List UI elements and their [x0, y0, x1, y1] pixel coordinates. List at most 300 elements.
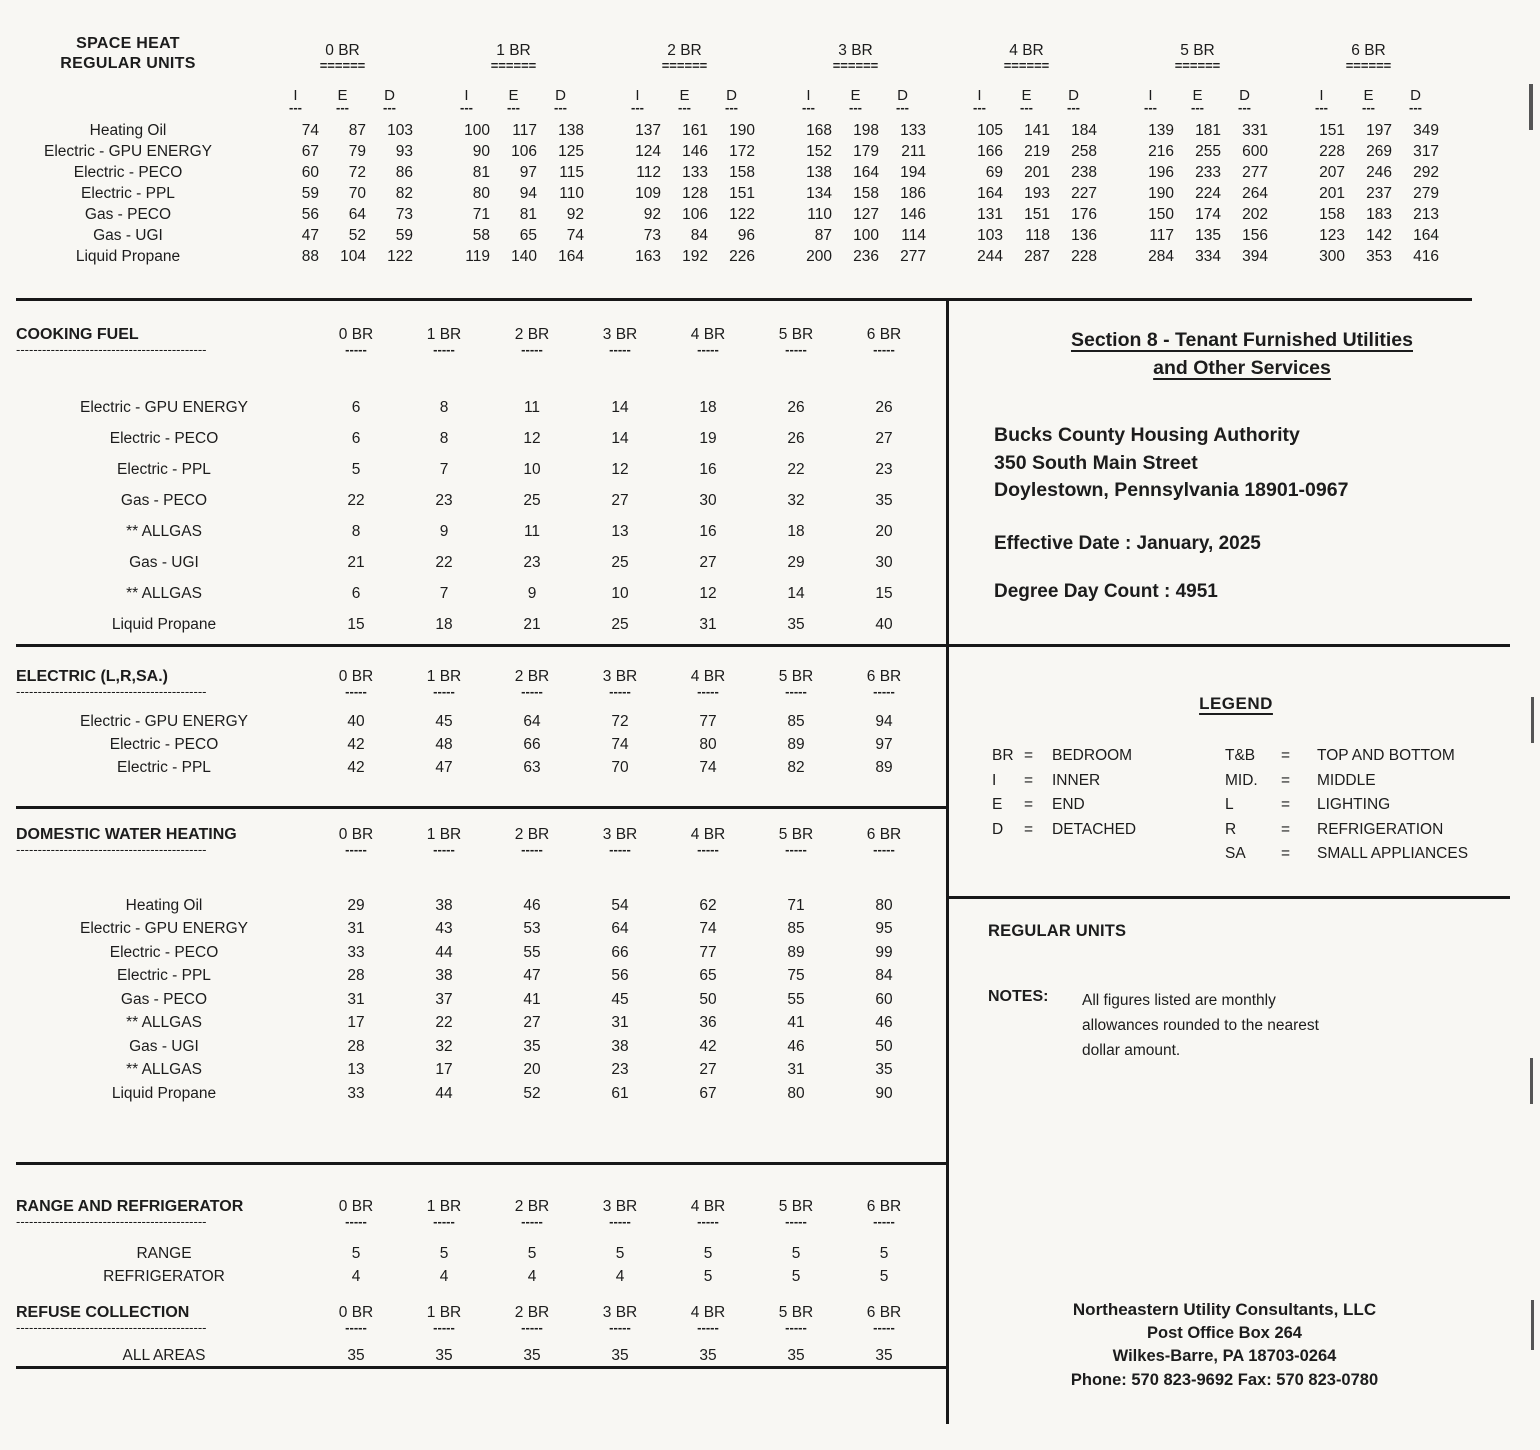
spacer-cell	[926, 246, 956, 267]
br-column-underline: -----	[785, 1214, 807, 1229]
allowance-value: 65	[699, 967, 717, 985]
allowance-value: 74	[301, 121, 319, 139]
br-column-header: 4 BR	[690, 668, 726, 685]
allowance-value: 93	[395, 142, 413, 160]
allowance-value: 255	[1195, 142, 1221, 160]
allowance-value: 176	[1071, 205, 1097, 223]
spacer-cell	[413, 34, 443, 60]
spacer-cell	[755, 34, 785, 60]
br-column-header: 0 BR	[338, 668, 374, 685]
allowance-value: 86	[395, 163, 413, 181]
legend-meaning: DETACHED	[1052, 820, 1137, 838]
spacer-cell	[755, 78, 785, 104]
authority-block	[968, 422, 1516, 505]
allowance-value: 27	[875, 429, 893, 447]
unit-position-underline: ---	[1067, 100, 1080, 115]
allowance-value: 27	[699, 1061, 717, 1079]
allowance-value: 106	[511, 142, 537, 160]
allowance-value: 84	[690, 226, 708, 244]
unit-position-header: E	[508, 87, 519, 104]
allowance-value: 25	[523, 491, 541, 509]
br-column-underline: -----	[697, 342, 719, 357]
row-label: Electric - PECO	[109, 429, 219, 447]
allowance-value: 29	[347, 896, 365, 914]
allowance-value: 228	[1319, 142, 1345, 160]
allowance-value: 52	[523, 1084, 541, 1102]
spacer-cell	[413, 120, 443, 141]
unit-position-header: I	[1148, 87, 1153, 104]
allowance-value: 216	[1148, 142, 1174, 160]
br-column-underline: -----	[345, 1320, 367, 1335]
legend-abbr: SA	[1225, 845, 1246, 862]
table-row	[16, 423, 928, 454]
allowance-value: 140	[511, 247, 537, 265]
spacer-cell	[413, 225, 443, 246]
info-panel	[968, 326, 1516, 603]
unit-position-header: D	[384, 87, 395, 104]
allowance-value: 100	[853, 226, 879, 244]
allowance-value: 73	[643, 226, 661, 244]
legend-equals: =	[1281, 796, 1291, 813]
allowance-value: 50	[875, 1037, 893, 1055]
legend-panel	[956, 694, 1516, 867]
legend-equals: =	[1281, 820, 1291, 838]
allowance-value: 117	[1149, 226, 1174, 244]
spacer-cell	[584, 120, 614, 141]
allowance-value: 59	[301, 184, 319, 202]
allowance-value: 54	[611, 896, 629, 914]
br-column-header: 2 BR	[667, 42, 702, 59]
row-label: REFRIGERATOR	[103, 1267, 225, 1285]
allowance-value: 264	[1242, 184, 1268, 202]
allowance-value: 317	[1413, 142, 1439, 160]
allowance-value: 10	[523, 460, 541, 478]
br-column-header: 0 BR	[325, 42, 360, 59]
allowance-value: 26	[787, 429, 805, 447]
br-column-underline: ======	[1345, 58, 1392, 73]
allowance-value: 21	[347, 553, 365, 571]
allowance-value: 62	[699, 896, 717, 914]
unit-position-underline: ---	[631, 100, 644, 115]
legend-abbr: T&B	[1225, 747, 1256, 764]
unit-position-underline: ---	[1362, 100, 1375, 115]
allowance-value: 80	[875, 896, 893, 914]
allowance-value: 4	[615, 1267, 625, 1285]
allowance-value: 110	[559, 184, 584, 202]
spacer-cell	[413, 60, 443, 78]
allowance-value: 279	[1413, 184, 1439, 202]
allowance-value: 33	[347, 1084, 365, 1102]
spacer-cell	[1097, 162, 1127, 183]
br-column-underline: -----	[521, 342, 543, 357]
table-title-underline: --------------------------------------------	[16, 1322, 207, 1335]
allowance-value: 168	[806, 121, 832, 139]
allowance-value: 35	[611, 1347, 629, 1364]
allowance-value: 35	[699, 1347, 717, 1364]
divider-line-electric	[16, 806, 946, 809]
divider-line-middle	[16, 644, 1510, 647]
unit-position-header: E	[850, 87, 861, 104]
allowance-value: 200	[806, 247, 832, 265]
allowance-value: 224	[1195, 184, 1221, 202]
notes-block	[988, 988, 1508, 1063]
allowance-value: 9	[439, 522, 449, 540]
br-column-underline: -----	[785, 684, 807, 699]
allowance-value: 103	[387, 121, 413, 139]
allowance-value: 73	[395, 205, 413, 223]
br-column-header: 1 BR	[426, 826, 462, 843]
br-column-header: 6 BR	[866, 326, 902, 343]
spacer-cell	[1268, 204, 1298, 225]
row-label: ** ALLGAS	[126, 584, 202, 602]
allowance-value: 31	[347, 920, 365, 938]
allowance-value: 14	[611, 398, 629, 416]
row-label: Electric - GPU ENERGY	[80, 712, 248, 730]
section-title-line1: Section 8 - Tenant Furnished Utilities	[1070, 329, 1413, 351]
legend-abbr: I	[992, 771, 997, 789]
spacer-cell	[1097, 183, 1127, 204]
allowance-value: 5	[879, 1267, 889, 1285]
unit-position-underline: ---	[725, 100, 738, 115]
allowance-value: 207	[1319, 163, 1345, 181]
allowance-value: 88	[301, 247, 319, 265]
row-label: Gas - PECO	[120, 491, 208, 509]
unit-position-header: D	[555, 87, 566, 104]
spacer-cell	[242, 162, 272, 183]
br-column-header: 2 BR	[514, 1304, 550, 1321]
spacer-cell	[1097, 246, 1127, 267]
spacer-cell	[1268, 246, 1298, 267]
br-column-header: 5 BR	[1180, 42, 1215, 59]
authority-name: Bucks County Housing Authority	[994, 424, 1300, 446]
br-column-underline: -----	[609, 842, 631, 857]
allowance-value: 7	[439, 460, 449, 478]
row-label: Electric - PPL	[117, 460, 211, 478]
br-column-header: 6 BR	[866, 1304, 902, 1321]
br-column-underline: -----	[609, 684, 631, 699]
allowance-value: 85	[787, 920, 805, 938]
electric-table	[16, 660, 928, 779]
allowance-value: 5	[439, 1244, 449, 1262]
unit-position-underline: ---	[460, 100, 473, 115]
allowance-value: 104	[340, 247, 366, 265]
allowance-value: 46	[787, 1037, 805, 1055]
allowance-value: 158	[853, 184, 879, 202]
allowance-value: 23	[611, 1061, 629, 1079]
allowance-value: 181	[1195, 121, 1221, 139]
row-label: Heating Oil	[125, 896, 203, 914]
allowance-value: 27	[611, 491, 629, 509]
allowance-value: 89	[875, 758, 893, 776]
spacer-cell	[413, 246, 443, 267]
allowance-value: 23	[523, 553, 541, 571]
allowance-value: 28	[347, 967, 365, 985]
br-column-underline: -----	[697, 842, 719, 857]
spacer-cell	[584, 141, 614, 162]
allowance-value: 94	[519, 184, 537, 202]
allowance-value: 71	[472, 205, 490, 223]
allowance-value: 174	[1195, 205, 1221, 223]
allowance-value: 123	[1319, 226, 1345, 244]
br-column-underline: -----	[609, 1214, 631, 1229]
vertical-divider	[946, 298, 949, 1424]
space-heat-row	[14, 225, 1439, 246]
allowance-value: 89	[787, 943, 805, 961]
allowance-value: 60	[301, 163, 319, 181]
refuse-collection-table	[16, 1296, 928, 1368]
allowance-value: 300	[1319, 247, 1345, 265]
notes-line: All figures listed are monthly	[1082, 992, 1276, 1009]
allowance-value: 331	[1242, 121, 1268, 139]
unit-position-underline: ---	[507, 100, 520, 115]
allowance-value: 183	[1366, 205, 1392, 223]
allowance-value: 15	[875, 584, 893, 602]
table-row	[16, 894, 928, 918]
unit-position-header: E	[1363, 87, 1374, 104]
br-column-header: 3 BR	[602, 826, 638, 843]
allowance-value: 25	[611, 553, 629, 571]
spacer-cell	[1268, 162, 1298, 183]
allowance-value: 42	[347, 758, 365, 776]
allowance-value: 42	[699, 1037, 717, 1055]
allowance-value: 66	[611, 943, 629, 961]
scan-artifact	[1531, 1300, 1534, 1350]
allowance-value: 122	[387, 247, 413, 265]
table-title: COOKING FUEL	[16, 326, 139, 343]
allowance-value: 201	[1024, 163, 1050, 181]
allowance-value: 146	[682, 142, 708, 160]
br-column-underline: -----	[873, 684, 895, 699]
table-title: RANGE AND REFRIGERATOR	[16, 1198, 244, 1215]
spacer-cell	[755, 183, 785, 204]
row-label: Gas - UGI	[129, 1037, 199, 1055]
allowance-value: 77	[699, 943, 717, 961]
table-row	[16, 1082, 928, 1106]
br-column-underline: ======	[1003, 58, 1050, 73]
allowance-value: 128	[682, 184, 708, 202]
allowance-value: 46	[875, 1014, 893, 1032]
allowance-value: 40	[347, 712, 365, 730]
table-row	[16, 485, 928, 516]
table-title-underline: --------------------------------------------	[16, 844, 207, 857]
allowance-value: 135	[1195, 226, 1221, 244]
br-column-underline: -----	[785, 842, 807, 857]
allowance-value: 18	[435, 615, 453, 633]
unit-position-underline: ---	[383, 100, 396, 115]
row-label: Electric - PECO	[109, 943, 219, 961]
footer-panel	[952, 1298, 1497, 1392]
row-label: Liquid Propane	[111, 1084, 217, 1102]
allowance-value: 100	[464, 121, 490, 139]
allowance-value: 63	[523, 758, 541, 776]
br-column-header: 3 BR	[602, 326, 638, 343]
unit-position-header: E	[1021, 87, 1032, 104]
spacer-cell	[926, 141, 956, 162]
allowance-value: 416	[1413, 247, 1439, 265]
spacer-cell	[1097, 225, 1127, 246]
space-heat-title-line2: REGULAR UNITS	[60, 55, 196, 72]
allowance-value: 8	[351, 522, 361, 540]
allowance-value: 11	[523, 398, 541, 416]
br-column-header: 1 BR	[496, 42, 531, 59]
allowance-value: 7	[439, 584, 449, 602]
unit-position-header: I	[1319, 87, 1324, 104]
allowance-value: 31	[347, 990, 365, 1008]
allowance-value: 233	[1195, 163, 1221, 181]
legend-equals: =	[1281, 845, 1291, 862]
spacer-cell	[755, 225, 785, 246]
br-column-underline: -----	[521, 1320, 543, 1335]
allowance-value: 166	[977, 142, 1003, 160]
spacer-cell	[413, 141, 443, 162]
spacer-cell	[242, 60, 272, 78]
allowance-value: 5	[703, 1244, 713, 1262]
br-column-header: 2 BR	[514, 326, 550, 343]
allowance-value: 179	[853, 142, 879, 160]
spacer-cell	[1268, 104, 1298, 120]
table-row	[16, 1265, 928, 1288]
allowance-value: 236	[853, 247, 879, 265]
allowance-value: 56	[611, 967, 629, 985]
br-column-underline: -----	[521, 842, 543, 857]
allowance-value: 158	[729, 163, 755, 181]
space-heat-title-line1: SPACE HEAT	[76, 35, 180, 52]
legend-item	[1225, 842, 1516, 867]
br-column-header: 0 BR	[338, 826, 374, 843]
unit-position-header: E	[679, 87, 690, 104]
space-heat-row	[14, 141, 1439, 162]
allowance-value: 56	[301, 205, 319, 223]
spacer-cell	[584, 78, 614, 104]
allowance-value: 110	[807, 205, 832, 223]
br-column-header: 1 BR	[426, 1198, 462, 1215]
table-row	[16, 988, 928, 1012]
row-label: Gas - PECO	[120, 990, 208, 1008]
allowance-value: 41	[523, 990, 541, 1008]
allowance-value: 64	[611, 920, 629, 938]
table-row	[16, 1035, 928, 1059]
spacer-cell	[1097, 78, 1127, 104]
allowance-value: 127	[853, 205, 879, 223]
allowance-value: 142	[1366, 226, 1392, 244]
allowance-value: 5	[791, 1267, 801, 1285]
degree-day-count: Degree Day Count : 4951	[994, 580, 1218, 602]
allowance-value: 228	[1071, 247, 1097, 265]
spacer-cell	[242, 104, 272, 120]
row-label: ** ALLGAS	[126, 1014, 202, 1032]
space-heat-row	[14, 162, 1439, 183]
allowance-value: 74	[699, 920, 717, 938]
legend-item	[992, 793, 1225, 818]
allowance-value: 22	[435, 1014, 453, 1032]
spacer-cell	[1097, 34, 1127, 60]
allowance-value: 124	[635, 142, 661, 160]
allowance-value: 109	[635, 184, 661, 202]
spacer-cell	[926, 225, 956, 246]
br-column-underline: -----	[697, 1320, 719, 1335]
allowance-value: 26	[875, 398, 893, 416]
allowance-value: 146	[900, 205, 926, 223]
br-column-header: 6 BR	[1351, 42, 1386, 59]
allowance-value: 55	[787, 990, 805, 1008]
row-label: Liquid Propane	[75, 247, 181, 265]
allowance-value: 184	[1071, 121, 1097, 139]
space-heat-row	[14, 246, 1439, 267]
allowance-value: 31	[699, 615, 717, 633]
legend-equals: =	[1281, 747, 1291, 764]
legend-item	[992, 769, 1225, 794]
allowance-value: 35	[523, 1037, 541, 1055]
allowance-value: 97	[519, 163, 537, 181]
allowance-value: 119	[465, 247, 490, 265]
spacer-row	[16, 362, 928, 392]
allowance-value: 27	[699, 553, 717, 571]
allowance-value: 211	[901, 142, 926, 160]
legend-item	[1225, 769, 1516, 794]
br-column-underline: -----	[521, 684, 543, 699]
legend-meaning: REFRIGERATION	[1317, 820, 1444, 838]
row-label: Gas - UGI	[93, 226, 163, 244]
allowance-value: 44	[435, 943, 453, 961]
spacer-cell	[755, 246, 785, 267]
legend-meaning: MIDDLE	[1317, 771, 1376, 789]
allowance-value: 53	[523, 920, 541, 938]
unit-position-header: D	[1239, 87, 1250, 104]
unit-position-header: I	[806, 87, 811, 104]
table-title-underline: --------------------------------------------	[16, 686, 207, 699]
br-column-underline: ======	[661, 58, 708, 73]
br-column-underline: -----	[521, 1214, 543, 1229]
row-label: Liquid Propane	[111, 615, 217, 633]
br-column-header: 0 BR	[338, 326, 374, 343]
allowance-value: 193	[1024, 184, 1050, 202]
spacer-cell	[242, 34, 272, 60]
table-row	[16, 733, 928, 756]
spacer-cell	[1268, 183, 1298, 204]
section-title	[968, 326, 1516, 382]
allowance-value: 8	[439, 429, 449, 447]
allowance-value: 5	[527, 1244, 537, 1262]
allowance-value: 353	[1366, 247, 1392, 265]
spacer-cell	[755, 162, 785, 183]
allowance-value: 10	[611, 584, 629, 602]
unit-position-underline: ---	[1191, 100, 1204, 115]
allowance-value: 600	[1242, 142, 1268, 160]
allowance-value: 18	[787, 522, 805, 540]
legend-item	[1225, 793, 1516, 818]
row-label: Heating Oil	[89, 121, 167, 139]
notes-text	[1082, 988, 1319, 1063]
allowance-value: 65	[519, 226, 537, 244]
allowance-value: 43	[435, 920, 453, 938]
br-column-header: 1 BR	[426, 668, 462, 685]
allowance-value: 5	[703, 1267, 713, 1285]
allowance-value: 219	[1024, 142, 1050, 160]
unit-position-header: D	[897, 87, 908, 104]
allowance-value: 79	[348, 142, 366, 160]
spacer-cell	[926, 162, 956, 183]
allowance-value: 70	[348, 184, 366, 202]
br-column-underline: -----	[433, 1214, 455, 1229]
unit-position-header: E	[1192, 87, 1203, 104]
spacer-cell	[926, 183, 956, 204]
unit-position-underline: ---	[1144, 100, 1157, 115]
table-row	[16, 392, 928, 423]
allowance-value: 103	[977, 226, 1003, 244]
allowance-value: 133	[900, 121, 926, 139]
allowance-value: 13	[611, 522, 629, 540]
legend-equals: =	[1024, 820, 1034, 838]
